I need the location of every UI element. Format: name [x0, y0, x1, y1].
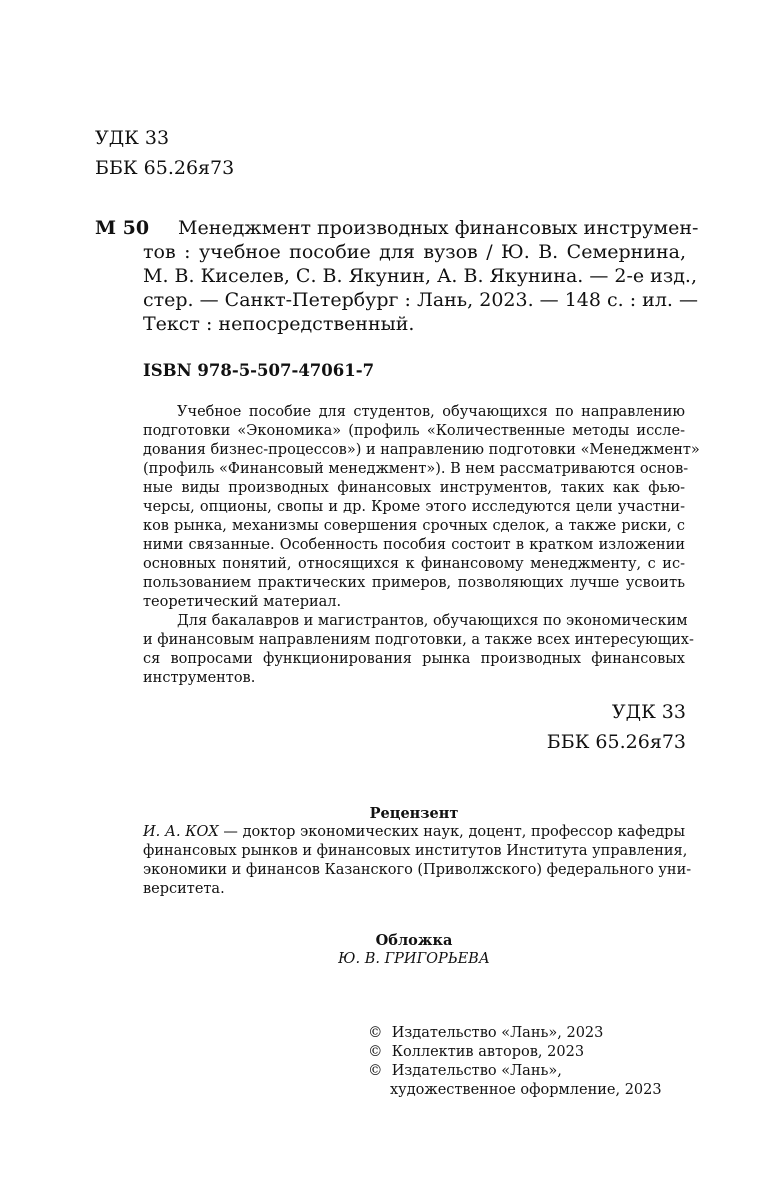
audience-line: инструментов.	[143, 670, 256, 686]
abstract-line: черсы, опционы, свопы и др. Кроме этого исследуются цели участни-	[143, 499, 685, 515]
audience-line: ся вопросами функционирования рынка производных финансовых	[143, 651, 685, 667]
abstract-line: ними связанные. Особенность пособия состоит в кратком изложении	[143, 537, 685, 553]
copyright-line: © Издательство «Лань»,	[368, 1063, 562, 1079]
copyright-symbol: ©	[368, 1044, 383, 1060]
reviewer-name: И. А. КОХ	[143, 824, 219, 840]
reviewer-line: верситета.	[143, 881, 225, 897]
udk-code-top: УДК 33	[95, 127, 170, 149]
copyright-symbol: ©	[368, 1063, 383, 1079]
audience-line: и финансовым направлениям подготовки, а также всех интересующих-	[143, 632, 694, 648]
udk-code-bottom: УДК 33	[611, 701, 686, 723]
abstract-line: теоретический материал.	[143, 594, 342, 610]
cover-heading: Обложка	[375, 932, 453, 949]
reviewer-heading: Рецензент	[369, 805, 459, 822]
author-mark: М 50	[95, 217, 150, 239]
abstract-line: ные виды производных финансовых инструментов, таких как фью-	[143, 480, 685, 496]
copyright-continuation: художественное оформление, 2023	[390, 1082, 662, 1098]
copyright-line: © Коллектив авторов, 2023	[368, 1044, 585, 1060]
reviewer-line: финансовых рынков и финансовых институтов Института управления,	[143, 843, 688, 859]
copyright-symbol: ©	[368, 1025, 383, 1041]
bib-line: М. В. Киселев, С. В. Якунин, А. В. Якунина. — 2-е изд.,	[143, 265, 697, 287]
bib-line: Менеджмент производных финансовых инструмен-	[178, 217, 699, 239]
abstract-line: Учебное пособие для студентов, обучающихся по направлению	[177, 404, 685, 420]
copyright-line: © Издательство «Лань», 2023	[368, 1025, 604, 1041]
cover-designer: Ю. В. ГРИГОРЬЕВА	[338, 951, 490, 967]
abstract-line: подготовки «Экономика» (профиль «Количественные методы иссле-	[143, 423, 685, 439]
abstract-line: основных понятий, относящихся к финансовому менеджменту, с ис-	[143, 556, 685, 572]
audience-line: Для бакалавров и магистрантов, обучающихся по экономическим	[177, 613, 688, 629]
bib-line: тов : учебное пособие для вузов / Ю. В. Семернина,	[143, 241, 686, 263]
abstract-line: ков рынка, механизмы совершения срочных сделок, а также риски, с	[143, 518, 685, 534]
bbk-code-top: ББК 65.26я73	[95, 157, 235, 179]
abstract-line: дования бизнес-процессов») и направлению подготовки «Менеджмент»	[143, 442, 700, 458]
reviewer-credentials: — доктор экономических наук, доцент, профессор кафедры	[218, 824, 685, 840]
bib-line: Текст : непосредственный.	[143, 313, 415, 335]
reviewer-line: экономики и финансов Казанского (Приволжского) федерального уни-	[143, 862, 692, 878]
bbk-code-bottom: ББК 65.26я73	[546, 731, 686, 753]
abstract-line: (профиль «Финансовый менеджмент»). В нем рассматриваются основ-	[143, 461, 689, 477]
reviewer-line	[143, 824, 685, 840]
isbn: ISBN 978-5-507-47061-7	[143, 361, 375, 380]
abstract-line: пользованием практических примеров, позволяющих лучше усвоить	[143, 575, 685, 591]
bib-line: стер. — Санкт-Петербург : Лань, 2023. — 148 с. : ил. —	[143, 289, 698, 311]
